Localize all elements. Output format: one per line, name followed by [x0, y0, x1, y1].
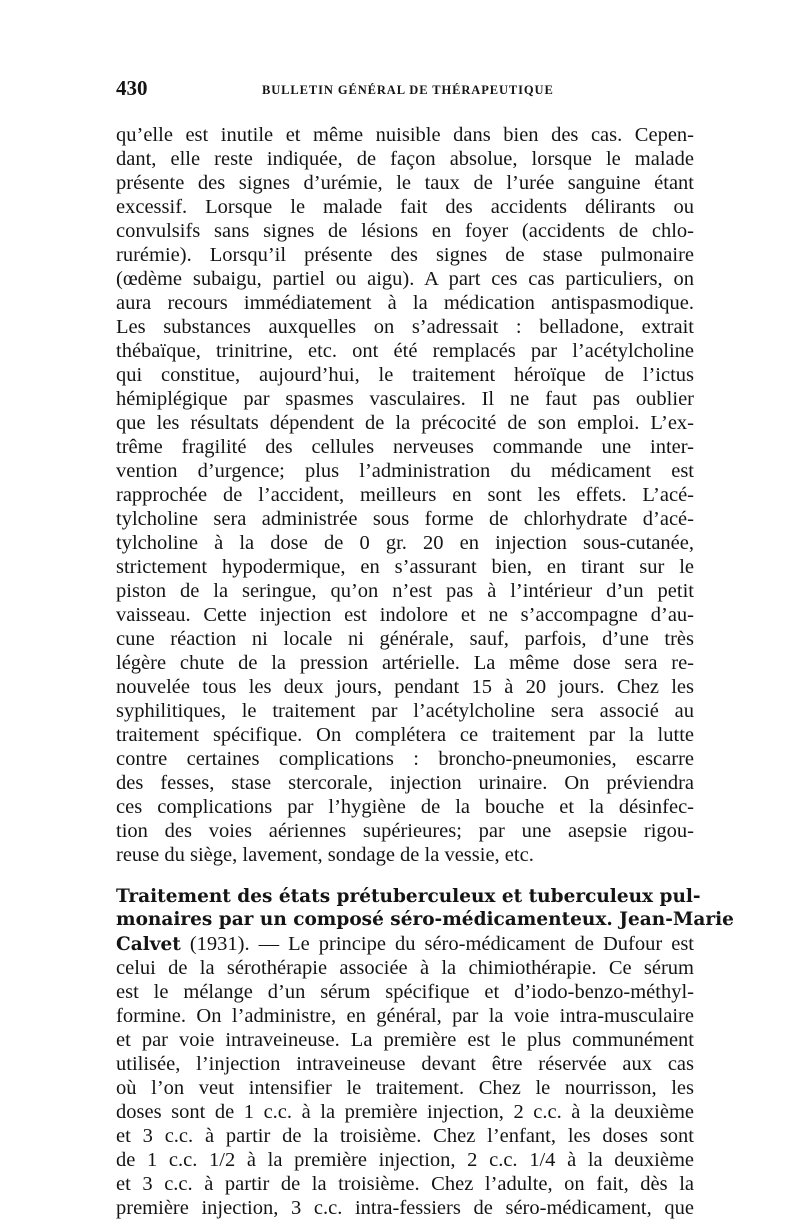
body-text	[116, 123, 734, 1220]
citation-and-text: (1931). — Le principe du séro-médicament de Dufour est	[180, 933, 694, 955]
text-line: traitement spécifique. On complétera ce traitement par la lutte	[116, 724, 694, 746]
text-line: qu’elle est inutile et même nuisible dans bien des cas. Cepen-	[116, 124, 694, 146]
text-line: dant, elle reste indiquée, de façon absolue, lorsque le malade	[116, 148, 694, 170]
text-line: (œdème subaigu, partiel ou aigu). A part ces cas particuliers, on	[116, 268, 694, 290]
text-line: convulsifs sans signes de lésions en foyer (accidents de chlo-	[116, 220, 694, 242]
section-heading-line: Traitement des états prétuberculeux et tuberculeux pul-	[116, 886, 701, 907]
text-line: qui constitue, aujourd’hui, le traitement héroïque de l’ictus	[116, 364, 694, 386]
text-line: est le mélange d’un sérum spécifique et d’iodo-benzo-méthyl-	[116, 981, 694, 1003]
paragraph-tuberculosis-body	[116, 956, 694, 1220]
text-line: de 1 c.c. 1/2 à la première injection, 2 c.c. 1/4 à la deuxième	[116, 1149, 694, 1171]
text-line: vention d’urgence; plus l’administration du médicament est	[116, 460, 694, 482]
text-line: tion des voies aériennes supérieures; par une asepsie rigou-	[116, 820, 694, 842]
text-line: des fesses, stase stercorale, injection urinaire. On préviendra	[116, 772, 694, 794]
text-line	[116, 908, 734, 932]
text-line: Les substances auxquelles on s’adressait : belladone, extrait	[116, 316, 694, 338]
text-line: contre certaines complications : broncho-pneumonies, escarre	[116, 748, 694, 770]
text-line: syphilitiques, le traitement par l’acétylcholine sera associé au	[116, 700, 694, 722]
text-line: hémiplégique par spasmes vasculaires. Il ne faut pas oublier	[116, 388, 694, 410]
text-line: légère chute de la pression artérielle. La même dose sera re-	[116, 652, 694, 674]
text-line	[116, 932, 694, 956]
text-line: rapprochée de l’accident, meilleurs en sont les effets. L’acé-	[116, 484, 694, 506]
author-name: Calvet	[116, 934, 181, 955]
paragraph-tuberculosis-treatment	[116, 884, 734, 1220]
text-line: celui de la sérothérapie associée à la chimiothérapie. Ce sérum	[116, 957, 694, 979]
text-line: où l’on veut intensifier le traitement. Chez le nourrisson, les	[116, 1077, 694, 1099]
paragraph-gap	[116, 867, 694, 884]
text-line: et 3 c.c. à partir de la troisième. Chez l’enfant, les doses sont	[116, 1125, 694, 1147]
running-head: BULLETIN GÉNÉRAL DE THÉRAPEUTIQUE	[262, 83, 554, 97]
text-line: rurémie). Lorsqu’il présente des signes de stase pulmonaire	[116, 244, 694, 266]
paragraph-acetylcholine	[116, 123, 694, 867]
text-line: excessif. Lorsque le malade fait des accidents délirants ou	[116, 196, 694, 218]
text-line: tylcholine à la dose de 0 gr. 20 en injection sous-cutanée,	[116, 532, 694, 554]
text-line: doses sont de 1 c.c. à la première injection, 2 c.c. à la deuxième	[116, 1101, 694, 1123]
page-number: 430	[116, 76, 148, 100]
text-line: piston de la seringue, qu’on n’est pas à l’intérieur d’un petit	[116, 580, 694, 602]
text-line: et par voie intraveineuse. La première est le plus communément	[116, 1029, 694, 1051]
text-line: formine. On l’administre, en général, par la voie intra-musculaire	[116, 1005, 694, 1027]
book-page	[116, 76, 734, 1220]
text-line: et 3 c.c. à partir de la troisième. Chez l’adulte, on fait, dès la	[116, 1173, 694, 1195]
text-line: ces complications par l’hygiène de la bouche et la désinfec-	[116, 796, 694, 818]
text-line: vaisseau. Cette injection est indolore et ne s’accompagne d’au-	[116, 604, 694, 626]
section-heading-line: monaires par un composé séro-médicamenteux. Jean-Marie	[116, 909, 734, 930]
text-line: que les résultats dépendent de la précocité de son emploi. L’ex-	[116, 412, 694, 434]
page-header	[116, 76, 694, 106]
text-line: thébaïque, trinitrine, etc. ont été remplacés par l’acétylcholine	[116, 340, 694, 362]
text-line: reuse du siège, lavement, sondage de la vessie, etc.	[116, 844, 534, 866]
text-line: trême fragilité des cellules nerveuses commande une inter-	[116, 436, 694, 458]
text-line: présente des signes d’urémie, le taux de l’urée sanguine étant	[116, 172, 694, 194]
text-line: nouvelée tous les deux jours, pendant 15 à 20 jours. Chez les	[116, 676, 694, 698]
text-line: cune réaction ni locale ni générale, sauf, parfois, d’une très	[116, 628, 694, 650]
text-line: tylcholine sera administrée sous forme de chlorhydrate d’acé-	[116, 508, 694, 530]
text-line	[116, 884, 701, 908]
text-line: première injection, 3 c.c. intra-fessiers de séro-médicament, que	[116, 1197, 694, 1219]
text-line: strictement hypodermique, en s’assurant bien, en tirant sur le	[116, 556, 694, 578]
text-line: aura recours immédiatement à la médication antispasmodique.	[116, 292, 694, 314]
text-line: utilisée, l’injection intraveineuse devant être réservée aux cas	[116, 1053, 694, 1075]
